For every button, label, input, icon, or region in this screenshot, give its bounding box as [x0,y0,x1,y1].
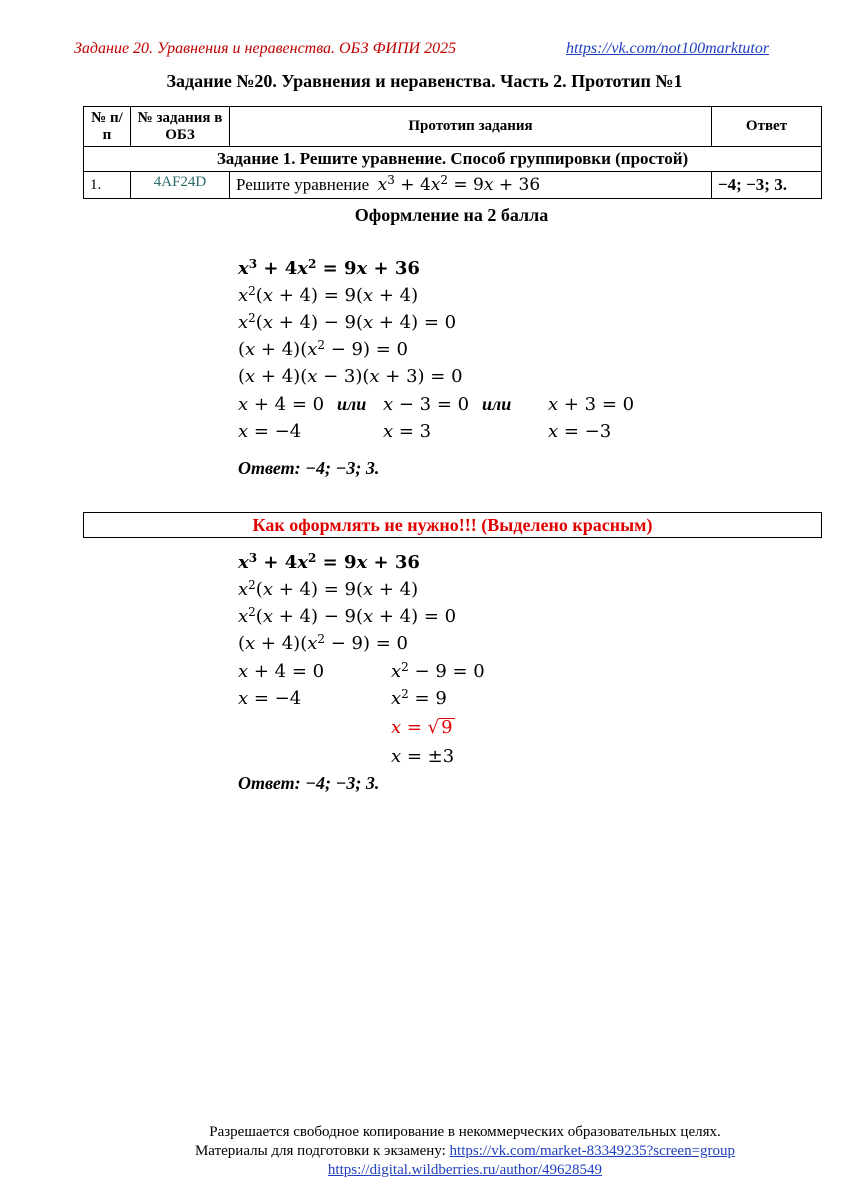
correct-solution-title: Оформление на 2 балла [354,205,549,225]
task-table [83,106,822,199]
row-task-text: Решите уравнение [236,175,370,194]
correct-eq-3: $x^2(x + 4) - 9(x + 4) = 0$ [238,311,457,333]
row-num: 1. [84,172,131,199]
wrong-solution-title: Как оформлять не нужно!!! (Выделено красным) [83,512,822,538]
correct-answer: Ответ: −4; −3; 3. [238,458,380,478]
wrong-root-1: x = −4 [238,688,302,709]
wrong-factor-2: $x^2 - 9 = 0$ [391,660,485,682]
section-title: Задание 1. Решите уравнение. Способ группировки (простой) [84,147,822,172]
correct-eq-5: (x + 4)(x − 3)(x + 3) = 0 [238,366,463,387]
footer-wb [140,1162,790,1179]
row-task-equation: $x^3 + 4x^2 = 9x + 36$ [377,173,541,195]
footer-license: Разрешается свободное копирование в некоммерческих образовательных целях. [209,1124,721,1140]
or-word-1: или [337,394,367,414]
page-title: Задание №20. Уравнения и неравенства. Часть 2. Прототип №1 [166,71,683,91]
row-code[interactable]: 4AF24D [131,172,230,199]
correct-eq-4: $(x + 4)(x^2 - 9) = 0$ [238,338,408,360]
wrong-step-highlighted: x = √ 9 [391,717,453,738]
col-header-prototype: Прототип задания [230,107,712,147]
wrong-eq-2: $x^2(x + 4) = 9(x + 4)$ [238,578,419,600]
wrong-factor-1: x + 4 = 0 [238,661,325,682]
correct-root-3: x = −3 [548,421,612,442]
correct-factor-1: x + 4 = 0 [238,394,325,415]
row-answer: −4; −3; 3. [712,172,822,199]
or-word-2: или [482,394,512,414]
header-subject: Задание 20. Уравнения и неравенства. ОБЗ ФИПИ 2025 [74,40,457,57]
wrong-eq-1: $x^3 + 4x^2 = 9x + 36$ [238,551,420,573]
footer-materials [140,1143,790,1160]
wrong-step-3: x = ±3 [391,746,455,767]
footer-wildberries-link[interactable]: https://digital.wildberries.ru/author/49628549 [327,1162,603,1178]
footer-materials-prefix: Материалы для подготовки к экзамену: [194,1143,450,1159]
correct-eq-2: $x^2(x + 4) = 9(x + 4)$ [238,284,419,306]
row-task [230,172,712,199]
correct-root-1: x = −4 [238,421,302,442]
footer-vk-link[interactable]: https://vk.com/market-83349235?screen=group [449,1143,736,1159]
correct-factor-2: x − 3 = 0 [383,394,470,415]
correct-root-2: x = 3 [383,421,432,442]
correct-factor-3: x + 3 = 0 [548,394,635,415]
correct-eq-1: $x^3 + 4x^2 = 9x + 36$ [238,257,420,279]
wrong-answer: Ответ: −4; −3; 3. [238,773,380,793]
col-header-num: № п/п [84,107,131,147]
col-header-answer: Ответ [712,107,822,147]
wrong-eq-3: $x^2(x + 4) - 9(x + 4) = 0$ [238,605,457,627]
header-link[interactable]: https://vk.com/not100marktutor [566,40,770,57]
wrong-eq-4: $(x + 4)(x^2 - 9) = 0$ [238,632,408,654]
col-header-code: № задания в ОБЗ [131,107,230,147]
wrong-step-1: $x^2 = 9$ [391,687,447,709]
